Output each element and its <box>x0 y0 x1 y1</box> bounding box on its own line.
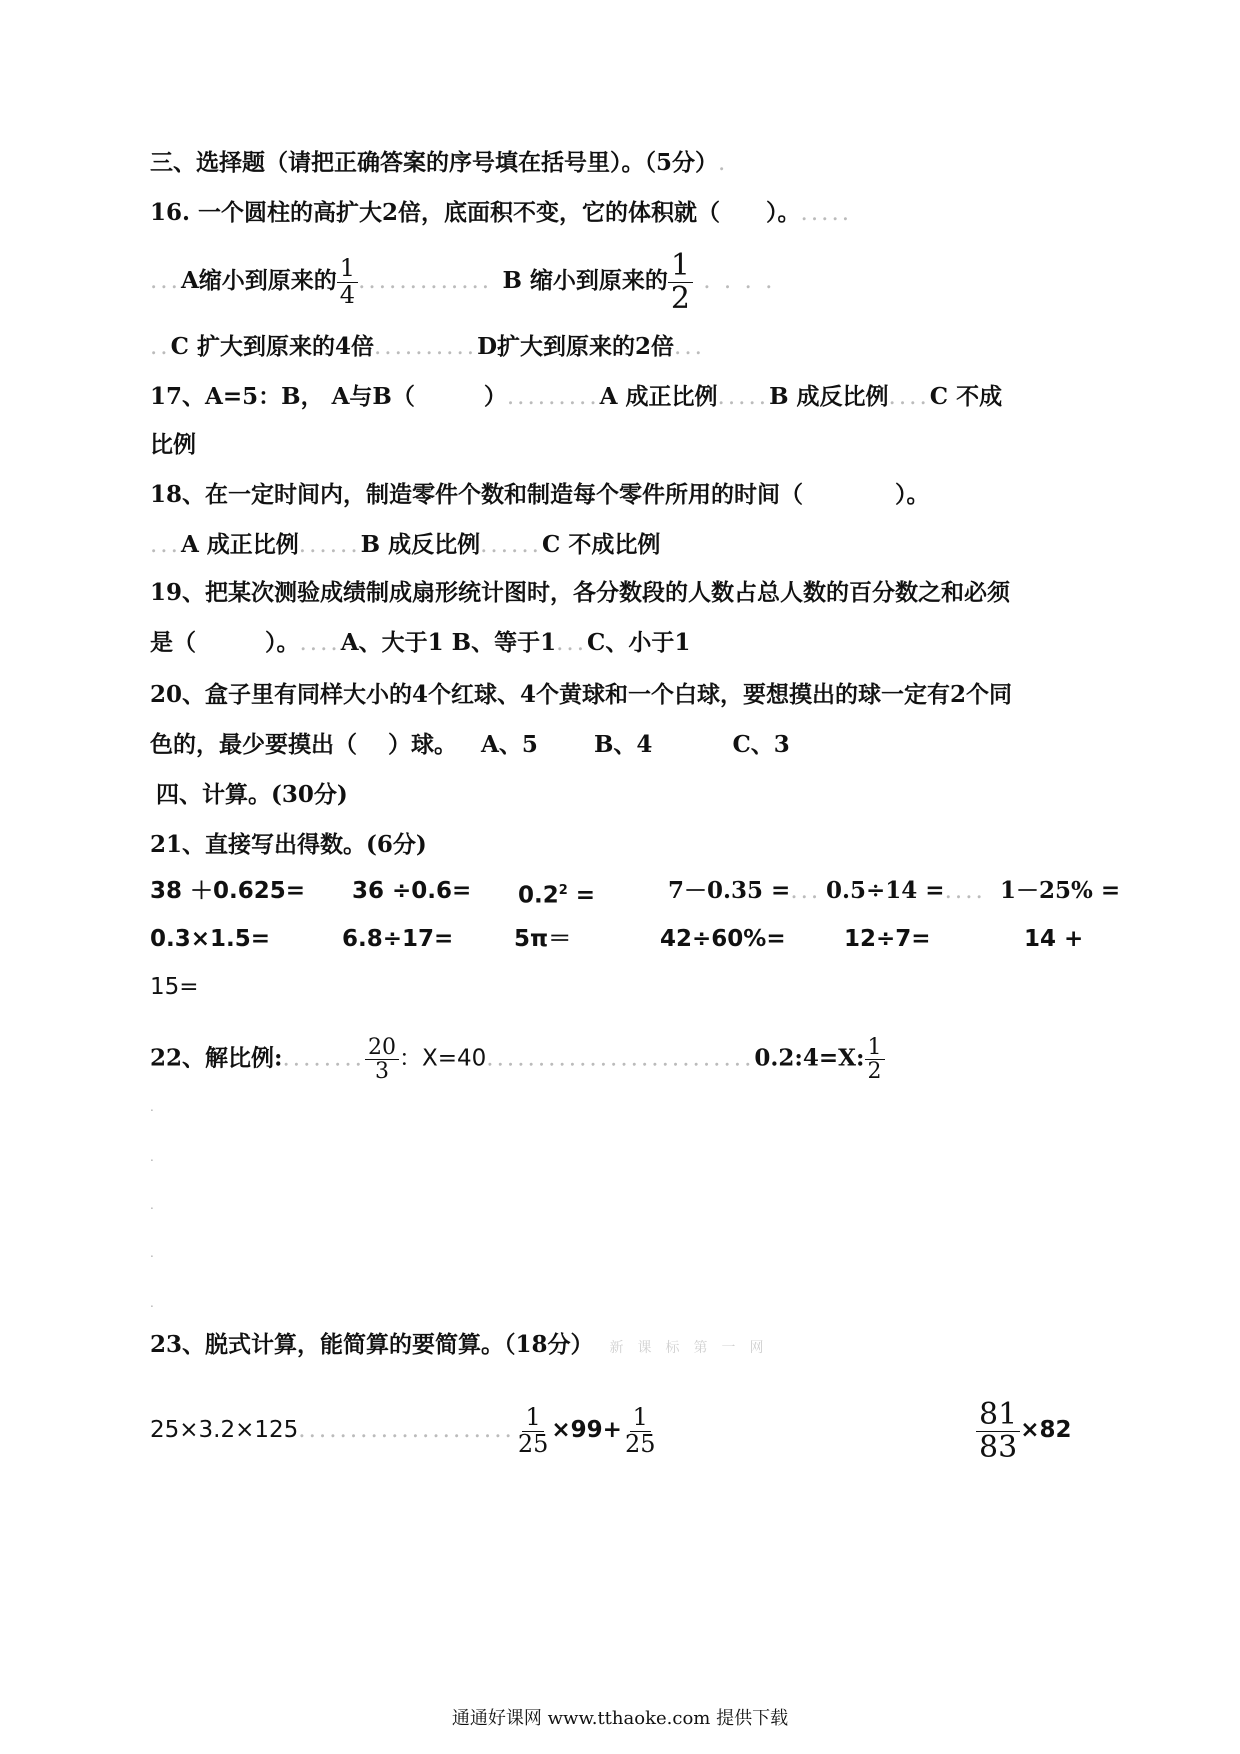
question-19-line2: 是（ ）。....A、大于1 B、等于1...C、小于1 <box>150 629 691 656</box>
answer-space-mark: . <box>150 1246 154 1260</box>
question-19-line1: 19、把某次测验成绩制成扇形统计图时，各分数段的人数占总人数的百分数之和必须 <box>150 579 1011 606</box>
page-footer: 通通好课网 www.tthaoke.com 提供下载 <box>451 1708 789 1729</box>
question-23-expression-3: $\frac{81}{83}$ ×82 <box>976 1390 1071 1470</box>
section-title-calculation: 四、计算。(30分) <box>156 781 348 808</box>
calc-item: 7－0.35 =... <box>668 877 822 904</box>
answer-space-mark: . <box>150 1198 154 1212</box>
calc-item: 5π＝ <box>514 926 572 952</box>
answer-space-mark: . <box>150 1100 154 1114</box>
watermark: 新课标第一网 <box>609 1340 778 1356</box>
calc-item: 6.8÷17= <box>342 926 454 952</box>
question-21-title: 21、直接写出得数。(6分) <box>150 831 427 858</box>
answer-space-mark: . <box>150 1296 154 1310</box>
fraction-twenty-thirds: $\frac{20}{3}$ <box>365 1036 399 1083</box>
calc-item: $0.2^2$ = <box>518 882 596 909</box>
calc-item: 14 + <box>1024 926 1084 952</box>
question-20-line1: 20、盒子里有同样大小的4个红球、4个黄球和一个白球，要想摸出的球一定有2个同 <box>150 681 1013 708</box>
question-22: 22、解比例:........ $\frac{20}{3}$ ：X=40..........................0.2:4=X: $\frac{1}{2}$ <box>150 1036 885 1083</box>
fraction-one-quarter: $\frac{1}{4}$ <box>337 256 358 307</box>
question-20-line2: 色的，最少要摸出（ ）球。 A、5 B、4 C、3 <box>150 731 790 758</box>
calc-item: 42÷60%= <box>660 926 786 952</box>
question-23-expressions: 25×3.2×125..................... $\frac{1}{25}$ ×99+ $\frac{1}{25}$ <box>150 1390 659 1470</box>
fraction-one-twentyfifth: $\frac{1}{25}$ <box>517 1403 549 1458</box>
question-18-options: ...A 成正比例......B 成反比例......C 不成比例 <box>150 531 661 558</box>
calc-item: 0.5÷14 =.... <box>826 877 986 904</box>
question-17-continued: 比例 <box>150 431 196 458</box>
calc-item: 0.3×1.5= <box>150 926 271 952</box>
question-16-stem: 16. 一个圆柱的高扩大2倍，底面积不变，它的体积就（ ）。..... <box>150 199 853 226</box>
answer-space-mark: . <box>150 1150 154 1164</box>
calc-item: 38 ＋0.625= <box>150 878 306 904</box>
fraction-81-83: $\frac{81}{83}$ <box>976 1399 1020 1463</box>
calc-item: 36 ÷0.6= <box>352 878 472 904</box>
calc-item: 12÷7= <box>844 926 931 952</box>
question-16-options-cd: ..C 扩大到原来的4倍..........D扩大到原来的2倍... <box>150 333 705 360</box>
calc-item: 15= <box>150 974 199 1000</box>
section-title: 三、选择题（请把正确答案的序号填在括号里）。（5分）. <box>150 149 729 176</box>
calc-item: 1－25% = <box>1000 877 1121 904</box>
question-18-stem: 18、在一定时间内，制造零件个数和制造每个零件所用的时间（ ）。 <box>150 481 930 508</box>
fraction-one-twentyfifth: $\frac{1}{25}$ <box>624 1403 656 1458</box>
question-23-title: 23、脱式计算，能简算的要简算。（18分） 新课标第一网 <box>150 1331 778 1358</box>
question-16-options-ab: ...A缩小到原来的 $\frac{1}{4}$ ............. B 缩小到原来的 $\frac{1}{2}$ . . . . <box>150 248 776 316</box>
question-17: 17、A=5：B， A与B（ ）.........A 成正比例.....B 成反比例....C 不成 <box>150 383 1003 410</box>
fraction-one-half: $\frac{1}{2}$ <box>668 250 693 314</box>
fraction-one-half: $\frac{1}{2}$ <box>865 1036 885 1083</box>
